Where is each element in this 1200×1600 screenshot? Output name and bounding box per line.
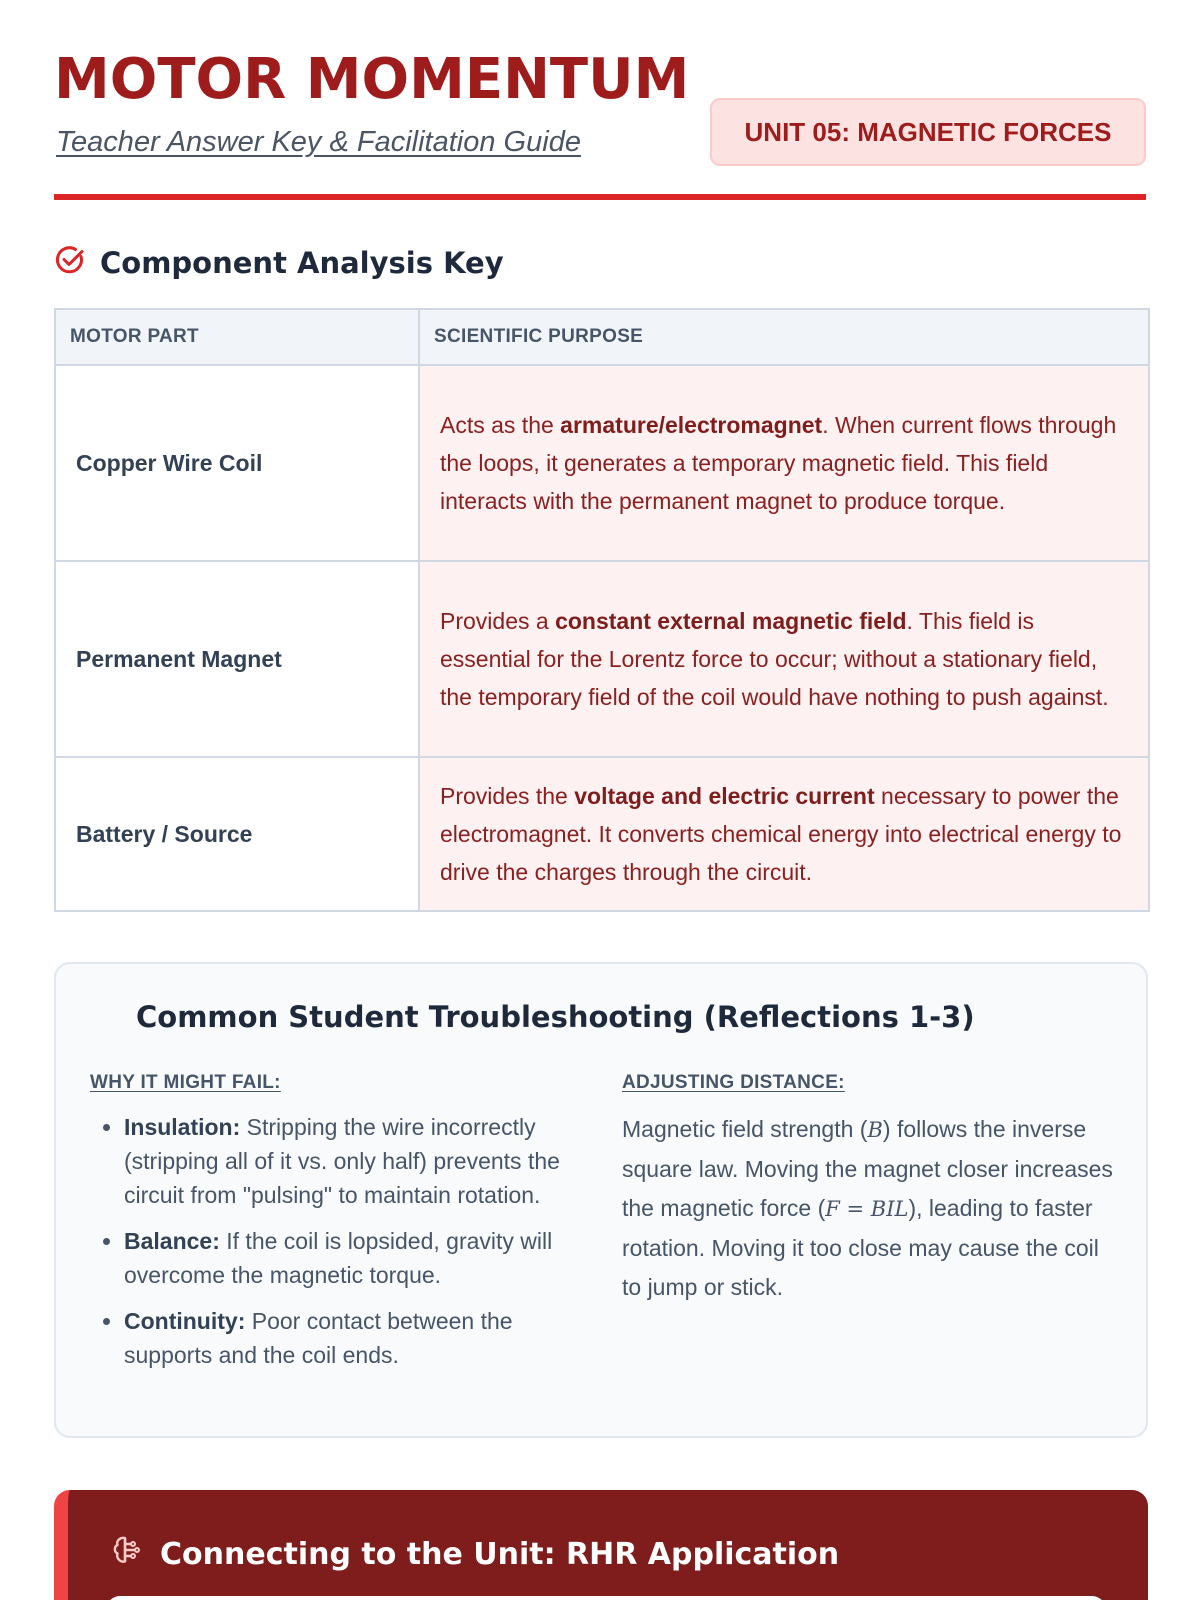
distance-text: ), leading to faster rotation. Moving it too close may cause the coil to jump or stick. (622, 1195, 1099, 1300)
troubleshooting-card (54, 962, 1148, 1438)
list-item (124, 1224, 580, 1292)
list-item-label: Balance: (124, 1228, 220, 1254)
purpose-text: Acts as the (440, 412, 561, 438)
motor-part-cell: Copper Wire Coil (55, 365, 419, 561)
column-header-scientific-purpose: SCIENTIFIC PURPOSE (419, 309, 1149, 365)
adjusting-distance-column (622, 1072, 1122, 1307)
list-item (124, 1304, 580, 1372)
component-section-heading (54, 244, 504, 281)
math-formula-force: F = BIL (825, 1197, 909, 1221)
brain-icon (110, 1532, 146, 1576)
check-circle-icon (54, 244, 86, 281)
purpose-text: . This field is essential for the Lorentz force to occur; without a stationary field, the temporary field of the coil would have nothing to push against. (440, 608, 1109, 710)
column-header-motor-part: MOTOR PART (55, 309, 419, 365)
purpose-key-term: voltage and electric current (574, 783, 875, 809)
distance-text: ) follows the inverse square law. Moving the magnet closer increases the magnetic force ( (622, 1116, 1113, 1221)
math-symbol-b: B (867, 1118, 883, 1142)
page-title: MOTOR MOMENTUM (54, 47, 690, 112)
purpose-cell (419, 561, 1149, 757)
purpose-text: . When current flows through the loops, it generates a temporary magnetic field. This field interacts with the permanent magnet to produce torque. (440, 412, 1117, 514)
table-row (55, 365, 1149, 561)
component-table (54, 308, 1148, 912)
purpose-cell (419, 757, 1149, 911)
page-subtitle: Teacher Answer Key & Facilitation Guide (56, 126, 581, 158)
purpose-key-term: armature/electromagnet (560, 412, 823, 438)
component-section-title: Component Analysis Key (100, 245, 504, 280)
troubleshooting-title: Common Student Troubleshooting (Reflections 1-3) (136, 1000, 975, 1034)
adjusting-distance-heading: ADJUSTING DISTANCE: (622, 1072, 845, 1093)
list-item (124, 1110, 580, 1212)
banner-title: Connecting to the Unit: RHR Application (160, 1536, 840, 1572)
list-item-label: Insulation: (124, 1114, 241, 1140)
banner-heading (110, 1532, 839, 1576)
list-item-text: If the coil is lopsided, gravity will overcome the magnetic torque. (124, 1228, 553, 1288)
purpose-text: necessary to power the electromagnet. It converts chemical energy into electrical energy to drive the charges through the circuit. (440, 783, 1122, 885)
list-item-text: Stripping the wire incorrectly (stripping all of it vs. only half) prevents the circuit from "pulsing" to maintain rotation. (124, 1114, 560, 1208)
banner-content-panel (106, 1596, 1106, 1600)
list-item-label: Continuity: (124, 1308, 246, 1334)
table-row (55, 757, 1149, 911)
motor-part-cell: Permanent Magnet (55, 561, 419, 757)
fail-reasons-list (90, 1110, 580, 1372)
purpose-text: Provides the (440, 783, 575, 809)
distance-text: Magnetic field strength ( (622, 1116, 868, 1142)
purpose-cell (419, 365, 1149, 561)
motor-part-cell: Battery / Source (55, 757, 419, 911)
purpose-key-term: constant external magnetic field (555, 608, 907, 634)
adjusting-distance-text (622, 1110, 1122, 1307)
unit-badge: UNIT 05: MAGNETIC FORCES (710, 98, 1146, 166)
unit-connection-banner (54, 1490, 1148, 1600)
why-it-might-fail-heading: WHY IT MIGHT FAIL: (90, 1072, 281, 1093)
table-row (55, 561, 1149, 757)
header (54, 0, 1146, 200)
why-it-might-fail-column (90, 1072, 580, 1384)
list-item-text: Poor contact between the supports and the coil ends. (124, 1308, 513, 1368)
purpose-text: Provides a (440, 608, 556, 634)
